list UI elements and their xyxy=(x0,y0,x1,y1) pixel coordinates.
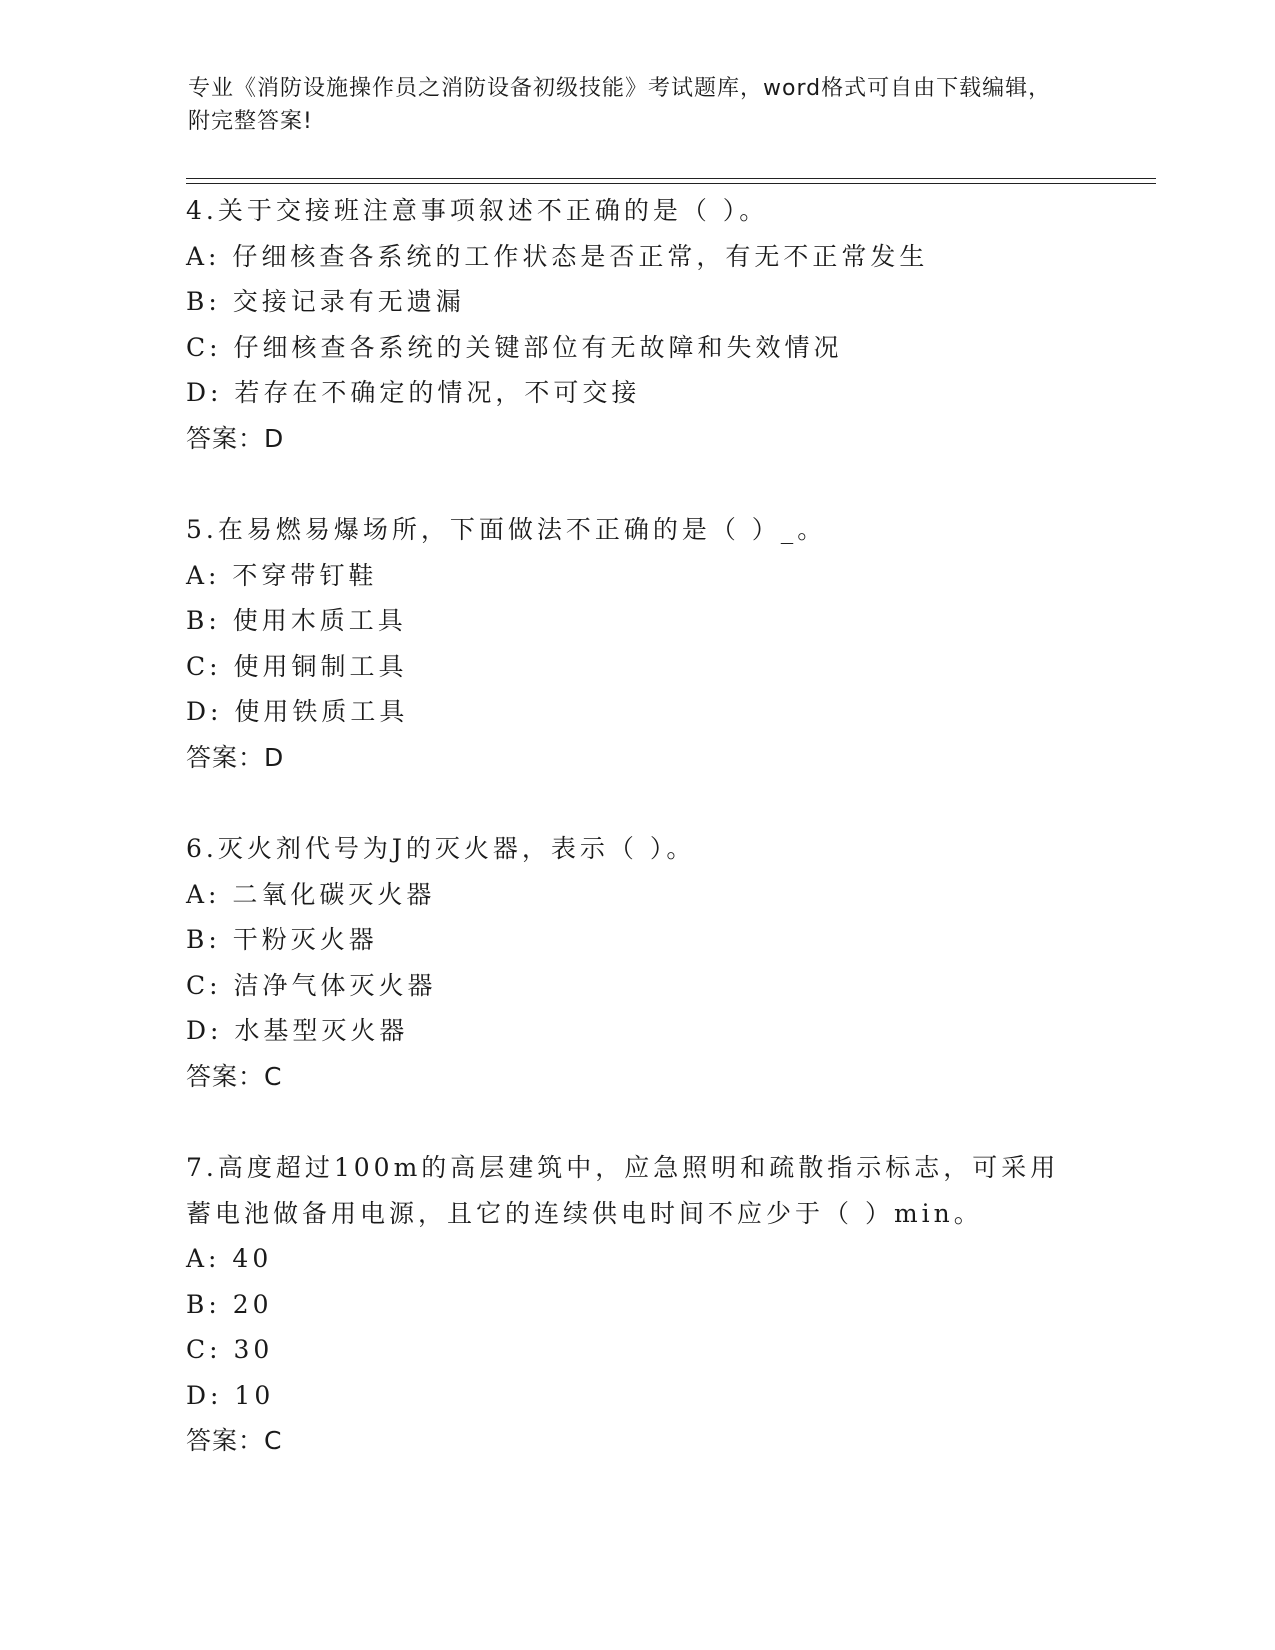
question-block-7 xyxy=(186,1145,1086,1464)
header-divider-bottom xyxy=(186,183,1156,184)
option-c: C: 30 xyxy=(186,1335,274,1364)
option-c: C: 仔细核查各系统的关键部位有无故障和失效情况 xyxy=(186,332,843,362)
question-block-5 xyxy=(186,507,1086,780)
question-block-4 xyxy=(186,188,1086,461)
answer-line: 答案：C xyxy=(186,1426,283,1455)
option-c: C: 洁净气体灭火器 xyxy=(186,970,437,1000)
header-divider-top xyxy=(186,178,1156,179)
option-a: A: 仔细核查各系统的工作状态是否正常，有无不正常发生 xyxy=(186,241,929,271)
answer-line: 答案：D xyxy=(186,742,285,772)
option-b: B: 干粉灭火器 xyxy=(186,925,378,954)
option-b: B: 交接记录有无遗漏 xyxy=(186,287,465,316)
question-stem: 7.高度超过100m的高层建筑中，应急照明和疏散指示标志，可采用蓄电池做备用电源，且它的连续供电时间不应少于（ ）min。 xyxy=(186,1153,1060,1228)
question-stem: 6.灭火剂代号为J的灭火器，表示（ ）。 xyxy=(186,834,696,863)
option-d: D: 水基型灭火器 xyxy=(186,1016,409,1045)
answer-line: 答案：C xyxy=(186,1061,283,1091)
option-b: B: 使用木质工具 xyxy=(186,606,407,635)
option-a: A: 不穿带钉鞋 xyxy=(186,560,378,590)
option-d: D: 若存在不确定的情况，不可交接 xyxy=(186,378,641,407)
option-a: A: 二氧化碳灭火器 xyxy=(186,879,436,909)
option-d: D: 使用铁质工具 xyxy=(186,697,409,726)
option-d: D: 10 xyxy=(186,1380,275,1410)
option-c: C: 使用铜制工具 xyxy=(186,651,408,681)
document-intro: 专业《消防设施操作员之消防设备初级技能》考试题库，word格式可自由下载编辑，附完整答案! xyxy=(188,76,1052,134)
question-stem: 5.在易燃易爆场所，下面做法不正确的是（ ）_。 xyxy=(186,515,827,544)
question-block-6 xyxy=(186,826,1086,1099)
option-a: A: 40 xyxy=(186,1244,273,1273)
answer-line: 答案：D xyxy=(186,423,285,453)
option-b: B: 20 xyxy=(186,1289,273,1319)
question-stem: 4.关于交接班注意事项叙述不正确的是（ ）。 xyxy=(186,196,769,225)
